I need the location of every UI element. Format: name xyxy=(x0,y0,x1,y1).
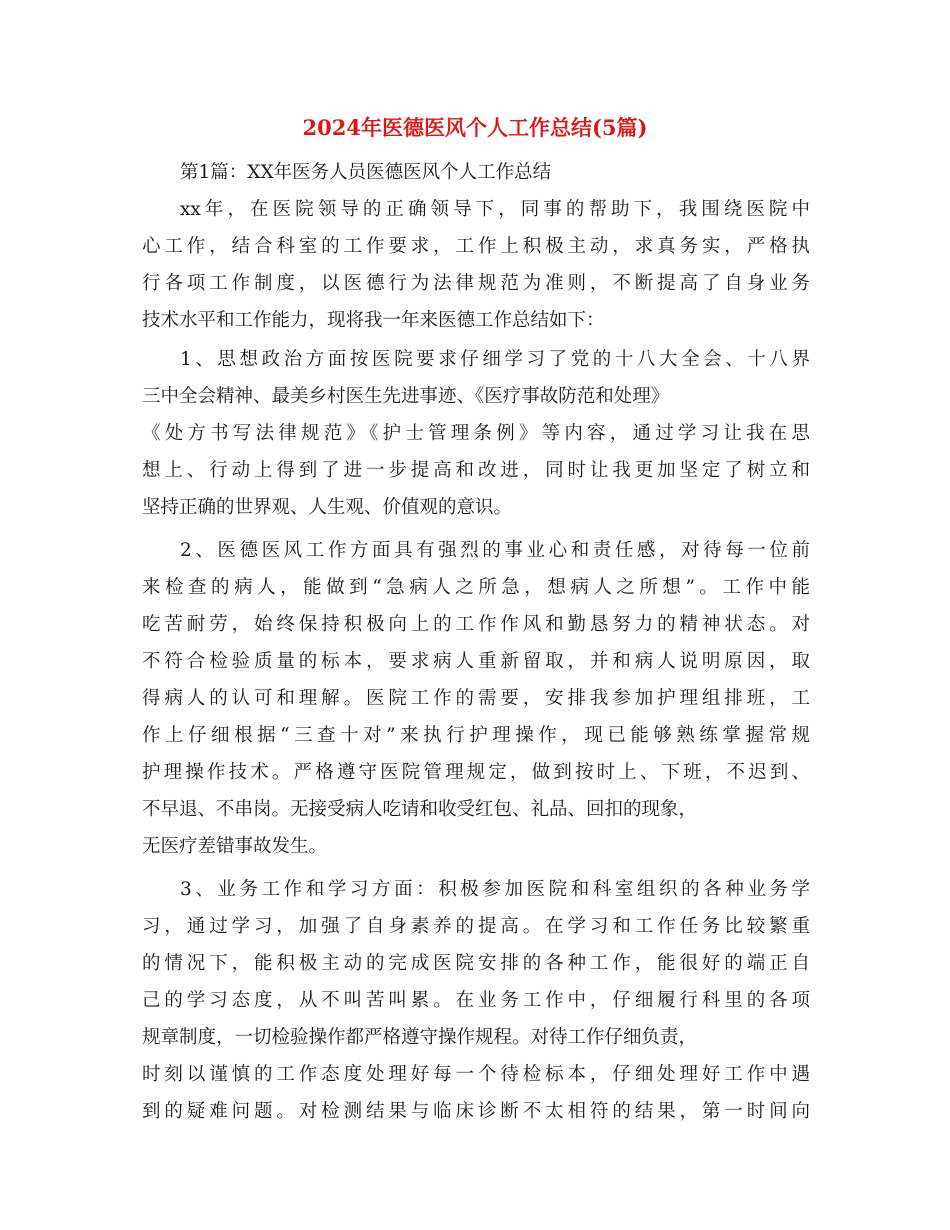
paragraph-line: 己的学习态度，从不叫苦叫累。在业务工作中，仔细履行科里的各项 xyxy=(142,990,810,1011)
document-title: 2024年医德医风个人工作总结(5篇) xyxy=(302,115,648,140)
paragraph-line: 吃苦耐劳，始终保持积极向上的工作作风和勤恳努力的精神状态。对 xyxy=(142,614,810,635)
paragraph-line: 不早退、不串岗。无接受病人吃请和收受红包、礼品、回扣的现象， xyxy=(142,799,698,820)
paragraph-line: 无医疗差错事故发生。 xyxy=(142,836,328,857)
paragraph-line: 护理操作技术。严格遵守医院管理规定，做到按时上、下班，不迟到、 xyxy=(142,762,810,783)
document-body xyxy=(142,154,810,1130)
paragraph-line: 《处方书写法律规范》《护士管理条例》等内容，通过学习让我在思 xyxy=(142,423,810,444)
paragraph-line: 坚持正确的世界观、人生观、价值观的意识。 xyxy=(142,497,513,518)
paragraph-line: 来检查的病人，能做到“急病人之所急，想病人之所想”。工作中能 xyxy=(142,577,810,598)
paragraph-line: 时刻以谨慎的工作态度处理好每一个待检标本，仔细处理好工作中遇 xyxy=(142,1064,810,1085)
paragraph-line: 作上仔细根据“三查十对”来执行护理操作，现已能够熟练掌握常规 xyxy=(142,725,810,746)
paragraph-line: 到的疑难问题。对检测结果与临床诊断不太相符的结果，第一时间向 xyxy=(142,1101,810,1122)
paragraph-line: 想上、行动上得到了进一步提高和改进，同时让我更加坚定了树立和 xyxy=(142,460,810,481)
paragraph-line: 1、思想政治方面按医院要求仔细学习了党的十八大全会、十八界 xyxy=(180,349,810,370)
paragraph-line: 行各项工作制度，以医德行为法律规范为准则，不断提高了自身业务 xyxy=(142,273,810,294)
paragraph-line: 三中全会精神、最美乡村医生先进事迹、《医疗事故防范和处理》 xyxy=(142,386,670,407)
paragraph-line: 规章制度，一切检验操作都严格遵守操作规程。对待工作仔细负责， xyxy=(142,1027,698,1048)
paragraph-line: 的情况下，能积极主动的完成医院安排的各种工作，能很好的端正自 xyxy=(142,953,810,974)
paragraph-line: 不符合检验质量的标本，要求病人重新留取，并和病人说明原因，取 xyxy=(142,651,810,672)
paragraph-line: xx年，在医院领导的正确领导下，同事的帮助下，我围绕医院中 xyxy=(180,199,810,220)
paragraph-line: 习，通过学习，加强了自身素养的提高。在学习和工作任务比较繁重 xyxy=(142,916,810,937)
paragraph-line: 3、业务工作和学习方面：积极参加医院和科室组织的各种业务学 xyxy=(180,879,810,900)
paragraph-line: 得病人的认可和理解。医院工作的需要，安排我参加护理组排班，工 xyxy=(142,688,810,709)
paragraph-line: 心工作，结合科室的工作要求，工作上积极主动，求真务实，严格执 xyxy=(142,236,810,257)
paragraph-line: 2、医德医风工作方面具有强烈的事业心和责任感，对待每一位前 xyxy=(180,540,810,561)
paragraph-line: 技术水平和工作能力，现将我一年来医德工作总结如下： xyxy=(142,310,605,331)
section-heading: 第1篇：XX年医务人员医德医风个人工作总结 xyxy=(180,162,552,183)
